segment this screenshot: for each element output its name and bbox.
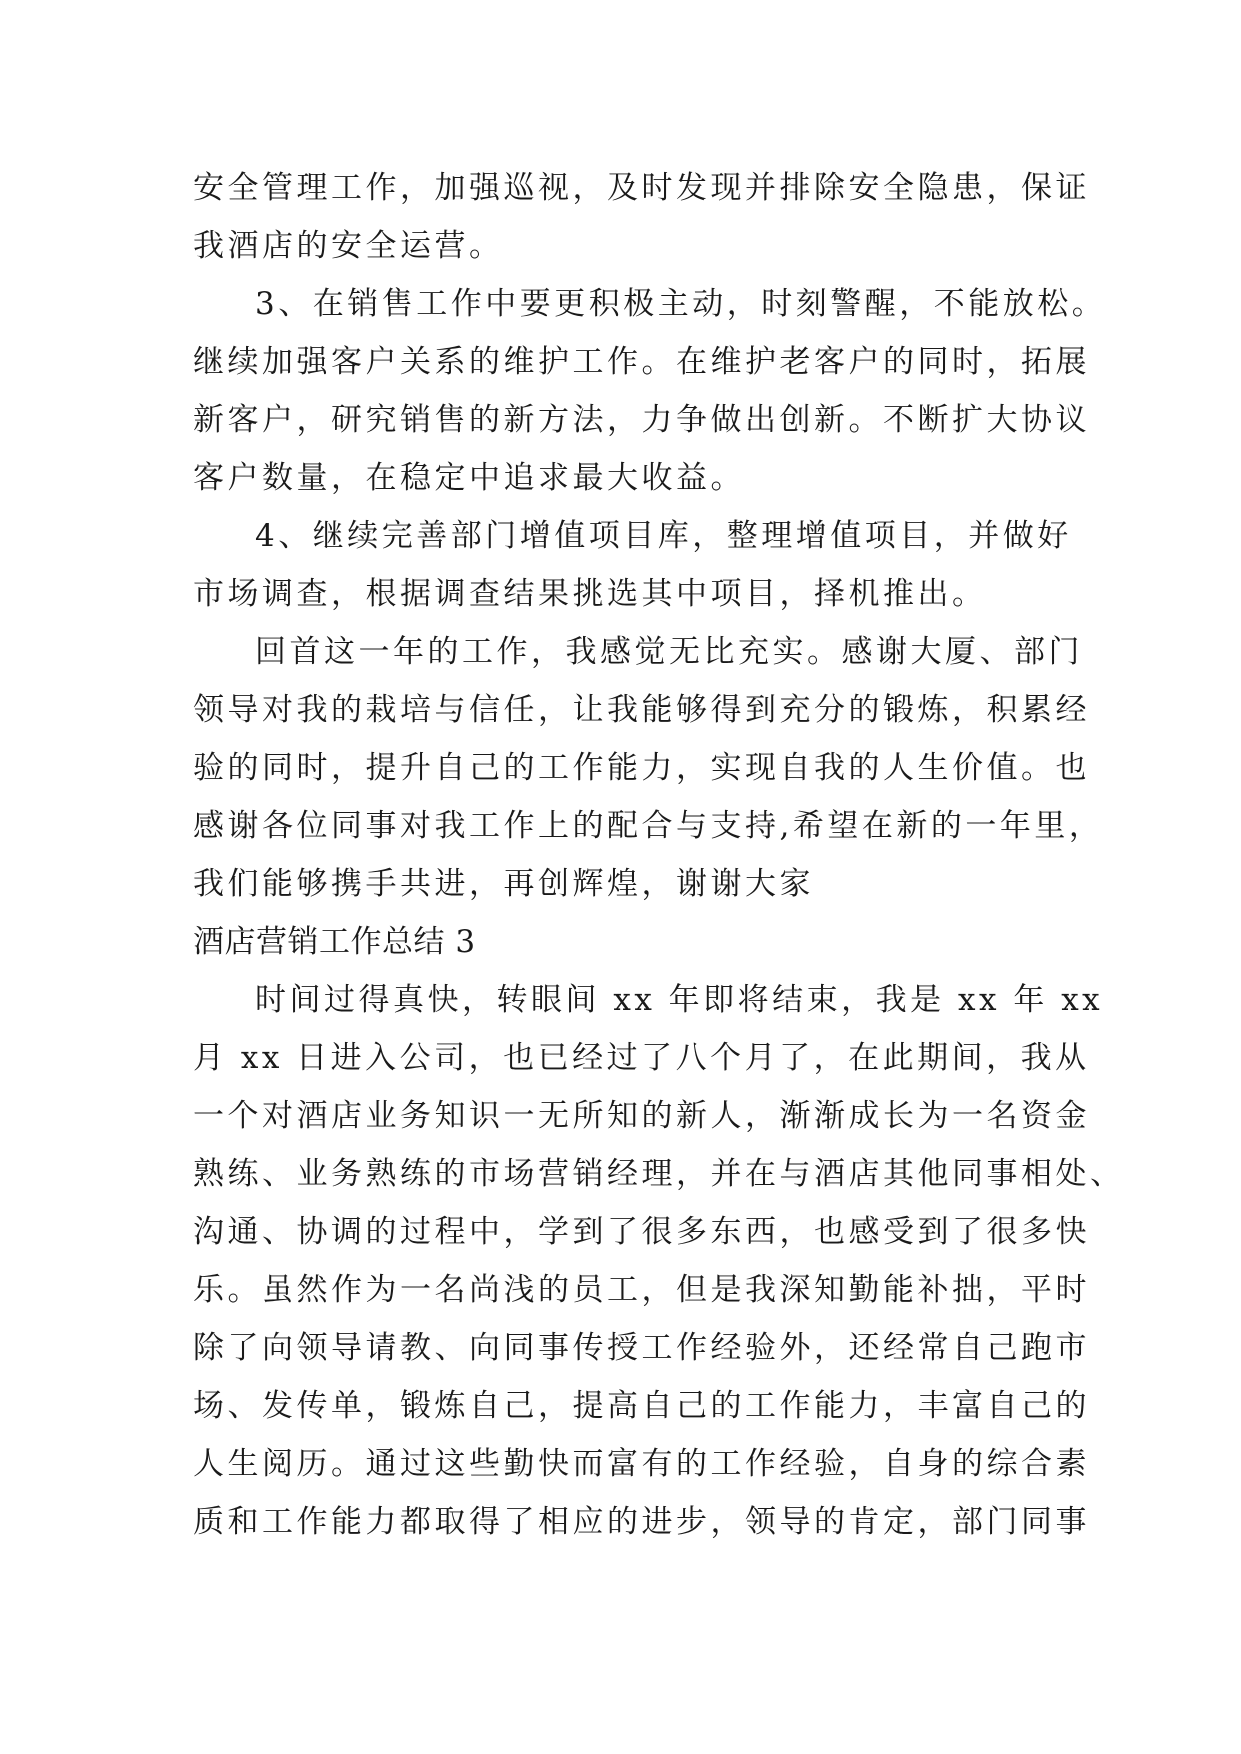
body-text-line: 新客户，研究销售的新方法，力争做出创新。不断扩大协议: [193, 402, 1090, 438]
body-text-line: 4、继续完善部门增值项目库，整理增值项目，并做好: [255, 518, 1072, 554]
body-text-line: 领导对我的栽培与信任，让我能够得到充分的锻炼，积累经: [193, 692, 1090, 728]
body-text-line: 我酒店的安全运营。: [193, 228, 504, 264]
body-text-line: 时间过得真快，转眼间 xx 年即将结束，我是 xx 年 xx: [255, 982, 1104, 1018]
body-text-line: 月 xx 日进入公司，也已经过了八个月了，在此期间，我从: [193, 1040, 1090, 1076]
body-text-line: 继续加强客户关系的维护工作。在维护老客户的同时，拓展: [193, 344, 1090, 380]
section-heading: 酒店营销工作总结 3: [193, 924, 476, 960]
body-text-line: 我们能够携手共进，再创辉煌，谢谢大家: [193, 866, 814, 902]
body-text-line: 场、发传单，锻炼自己，提高自己的工作能力，丰富自己的: [193, 1388, 1090, 1424]
body-text-line: 感谢各位同事对我工作上的配合与支持,希望在新的一年里，: [193, 808, 1104, 844]
body-text-line: 质和工作能力都取得了相应的进步，领导的肯定，部门同事: [193, 1504, 1090, 1540]
body-text-line: 乐。虽然作为一名尚浅的员工，但是我深知勤能补拙，平时: [193, 1272, 1090, 1308]
body-text-line: 除了向领导请教、向同事传授工作经验外，还经常自己跑市: [193, 1330, 1090, 1366]
body-text-line: 熟练、业务熟练的市场营销经理，并在与酒店其他同事相处、: [193, 1156, 1125, 1192]
body-text-line: 回首这一年的工作，我感觉无比充实。感谢大厦、部门: [255, 634, 1083, 670]
body-text-line: 客户数量，在稳定中追求最大收益。: [193, 460, 745, 496]
body-text-line: 沟通、协调的过程中，学到了很多东西，也感受到了很多快: [193, 1214, 1090, 1250]
body-text-line: 市场调查，根据调查结果挑选其中项目，择机推出。: [193, 576, 987, 612]
body-text-line: 一个对酒店业务知识一无所知的新人，渐渐成长为一名资金: [193, 1098, 1090, 1134]
body-text-line: 验的同时，提升自己的工作能力，实现自我的人生价值。也: [193, 750, 1090, 786]
body-text-line: 3、在销售工作中要更积极主动，时刻警醒，不能放松。: [255, 286, 1107, 322]
body-text-line: 人生阅历。通过这些勤快而富有的工作经验，自身的综合素: [193, 1446, 1090, 1482]
body-text-line: 安全管理工作，加强巡视，及时发现并排除安全隐患，保证: [193, 170, 1090, 206]
